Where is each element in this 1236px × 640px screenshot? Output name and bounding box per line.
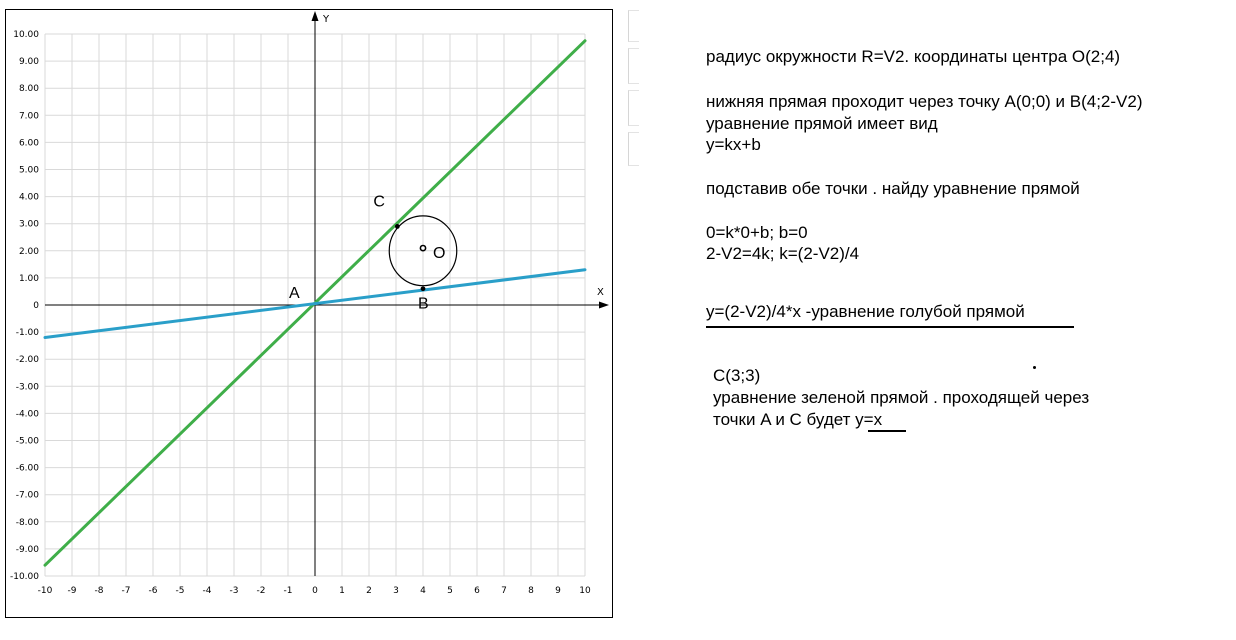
y-tick-label: -10.00 bbox=[9, 572, 39, 582]
stray-dot bbox=[1033, 366, 1036, 369]
y-tick-label: 10.00 bbox=[13, 30, 39, 40]
solution-line-1: радиус окружности R=V2. координаты центра O(2;4) bbox=[706, 47, 1121, 66]
y-tick-label: 0 bbox=[33, 301, 39, 311]
y-tick-label: 6.00 bbox=[18, 138, 39, 149]
solution-line-11 bbox=[713, 410, 882, 430]
y-tick-label: -4.00 bbox=[15, 409, 39, 420]
solution-line-9: C(3;3) bbox=[713, 366, 761, 385]
x-tick-label: -1 bbox=[283, 586, 293, 596]
ghost-frame-2 bbox=[628, 48, 639, 84]
y-tick-label: -6.00 bbox=[15, 463, 39, 474]
solution-line-8: y=(2-V2)/4*x -уравнение голубой прямой bbox=[706, 302, 1025, 321]
underline-green-equation bbox=[868, 430, 906, 432]
solution-line-6: 0=k*0+b; b=0 bbox=[706, 223, 808, 242]
underline-blue-equation bbox=[706, 326, 1074, 328]
solution-line-7: 2-V2=4k; k=(2-V2)/4 bbox=[706, 244, 860, 263]
point-a-label: A bbox=[289, 285, 300, 302]
x-tick-label: 3 bbox=[393, 586, 399, 596]
x-tick-label: -3 bbox=[229, 586, 239, 596]
y-axis-label: Y bbox=[323, 14, 330, 25]
x-tick-label: 2 bbox=[366, 586, 372, 596]
x-tick-label: 5 bbox=[447, 586, 453, 596]
y-tick-label: 3.00 bbox=[18, 219, 39, 230]
point-o-label: O bbox=[433, 245, 446, 263]
x-tick-label: 1 bbox=[339, 586, 345, 596]
x-tick-label: 0 bbox=[312, 586, 318, 596]
y-tick-label: -3.00 bbox=[15, 382, 39, 393]
y-tick-label: 7.00 bbox=[18, 111, 39, 122]
y-axis-arrow bbox=[312, 11, 319, 21]
x-tick-label: -4 bbox=[202, 586, 212, 596]
solution-line-3: уравнение прямой имеет вид bbox=[706, 114, 938, 133]
y-tick-label: -1.00 bbox=[15, 328, 39, 339]
coordinate-plot bbox=[6, 10, 614, 619]
x-tick-label: -8 bbox=[94, 586, 104, 596]
x-tick-label: -2 bbox=[256, 586, 266, 596]
plot-panel bbox=[5, 9, 613, 618]
y-tick-label: -2.00 bbox=[15, 355, 39, 366]
solution-line-10: уравнение зеленой прямой . проходящей через bbox=[713, 388, 1090, 407]
solution-line-11-prefix: точки A и C будет bbox=[713, 410, 856, 429]
x-tick-label: 7 bbox=[501, 586, 507, 596]
x-axis-arrow bbox=[599, 302, 609, 309]
solution-line-4: y=kx+b bbox=[706, 135, 761, 154]
y-tick-label: -7.00 bbox=[15, 490, 39, 501]
y-tick-label: 5.00 bbox=[18, 165, 39, 176]
y-tick-label: 9.00 bbox=[18, 57, 39, 68]
point-c-marker bbox=[395, 224, 400, 229]
green-equation: y=x bbox=[855, 410, 883, 429]
point-c-label: C bbox=[373, 193, 385, 211]
y-tick-label: 8.00 bbox=[18, 84, 39, 95]
ghost-frame-3 bbox=[628, 90, 639, 126]
point-b-label: B bbox=[418, 295, 429, 313]
y-tick-label: -8.00 bbox=[15, 517, 39, 528]
x-axis-label: X bbox=[597, 287, 604, 298]
x-tick-label: -5 bbox=[175, 586, 185, 596]
y-tick-label: -5.00 bbox=[15, 436, 39, 447]
solution-line-2: нижняя прямая проходит через точку A(0;0) и B(4;2-V2) bbox=[706, 92, 1143, 111]
x-tick-label: -7 bbox=[121, 586, 131, 596]
y-tick-label: 4.00 bbox=[18, 192, 39, 203]
y-tick-label: -9.00 bbox=[15, 544, 39, 555]
ghost-frame-4 bbox=[628, 132, 639, 166]
x-tick-label: -6 bbox=[148, 586, 158, 596]
x-tick-label: -10 bbox=[37, 586, 53, 596]
x-tick-label: 10 bbox=[579, 586, 591, 596]
x-tick-label: 9 bbox=[555, 586, 561, 596]
x-tick-label: 8 bbox=[528, 586, 534, 596]
ghost-frame-1 bbox=[628, 10, 639, 42]
point-o-marker bbox=[420, 245, 425, 250]
x-tick-label: 4 bbox=[420, 586, 426, 596]
point-b-marker bbox=[421, 286, 426, 291]
x-tick-label: 6 bbox=[474, 586, 480, 596]
y-tick-label: 2.00 bbox=[18, 246, 39, 257]
x-tick-label: -9 bbox=[67, 586, 77, 596]
y-tick-label: 1.00 bbox=[18, 273, 39, 284]
solution-line-5: подставив обе точки . найду уравнение прямой bbox=[706, 179, 1080, 198]
